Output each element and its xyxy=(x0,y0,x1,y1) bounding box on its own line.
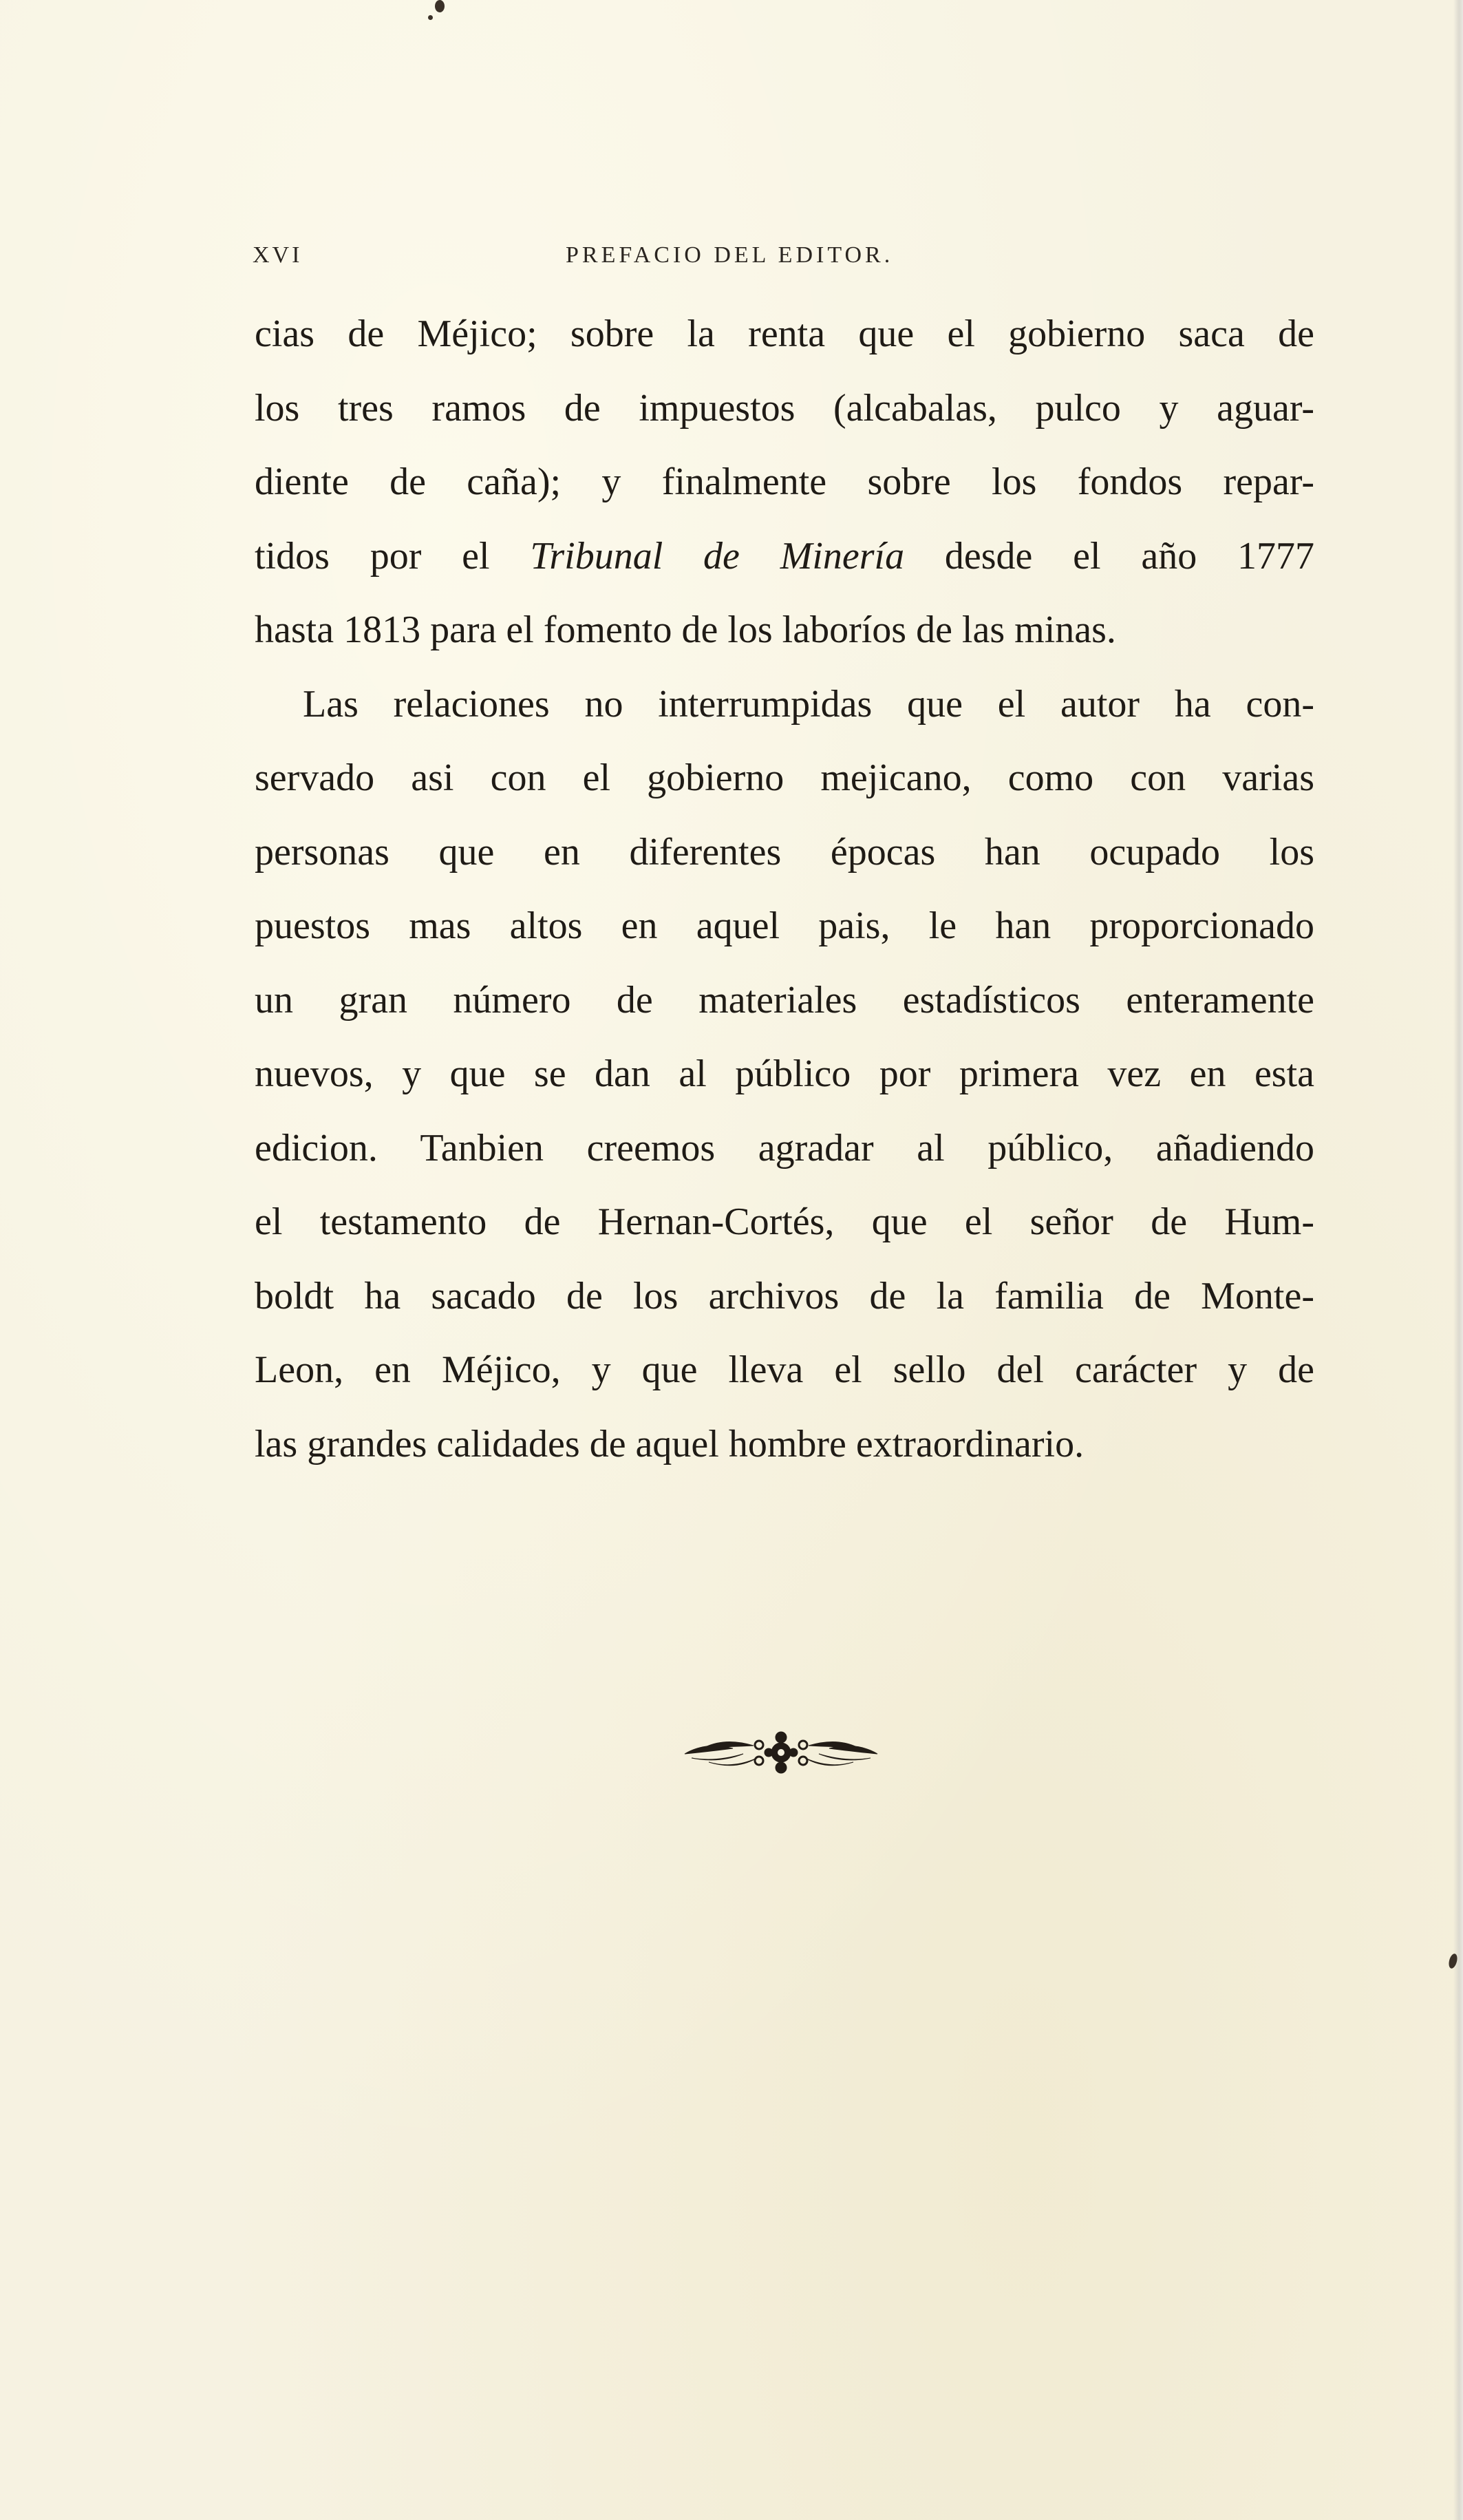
text-line: nuevos, y que se dan al público por primera vez en esta xyxy=(255,1052,1314,1095)
text-segment: desde el año 1777 xyxy=(904,534,1314,578)
text-line: los tres ramos de impuestos (alcabalas, pulco y aguar- xyxy=(255,386,1314,430)
text-line: hasta 1813 para el fomento de los laboríos de las minas. xyxy=(255,608,1116,651)
page-edge xyxy=(1453,0,1463,2520)
running-head xyxy=(253,242,996,277)
text-line: cias de Méjico; sobre la renta que el gobierno saca de xyxy=(255,313,1314,355)
running-title: PREFACIO DEL EDITOR. xyxy=(566,242,894,268)
text-line: servado asi con el gobierno mejicano, como con varias xyxy=(255,756,1314,799)
text-line: un gran número de materiales estadísticos enteramente xyxy=(255,978,1314,1021)
text-line xyxy=(255,520,1314,594)
text-line: las grandes calidades de aquel hombre extraordinario. xyxy=(255,1422,1085,1465)
text-line: personas que en diferentes épocas han ocupado los xyxy=(255,830,1314,873)
text-line: el testamento de Hernan-Cortés, que el señor de Hum- xyxy=(255,1200,1314,1243)
text-line: Leon, en Méjico, y que lleva el sello del carácter y de xyxy=(255,1348,1314,1391)
ink-spot xyxy=(435,0,445,12)
text-line: Las relaciones no interrumpidas que el autor ha con- xyxy=(303,682,1314,726)
fleuron-ornament-icon xyxy=(678,1728,884,1776)
text-segment: tidos por el xyxy=(255,534,531,578)
text-line: edicion. Tanbien creemos agradar al público, añadiendo xyxy=(255,1126,1314,1169)
text-line: diente de caña); y finalmente sobre los fondos repar- xyxy=(255,460,1314,503)
page-number: XVI xyxy=(253,242,303,268)
text-line: boldt ha sacado de los archivos de la familia de Monte- xyxy=(255,1274,1314,1317)
body-text xyxy=(255,297,1314,1481)
italic-title: Tribunal de Minería xyxy=(530,534,905,578)
text-line: puestos mas altos en aquel pais, le han proporcionado xyxy=(255,904,1314,947)
ink-spot xyxy=(428,15,433,20)
